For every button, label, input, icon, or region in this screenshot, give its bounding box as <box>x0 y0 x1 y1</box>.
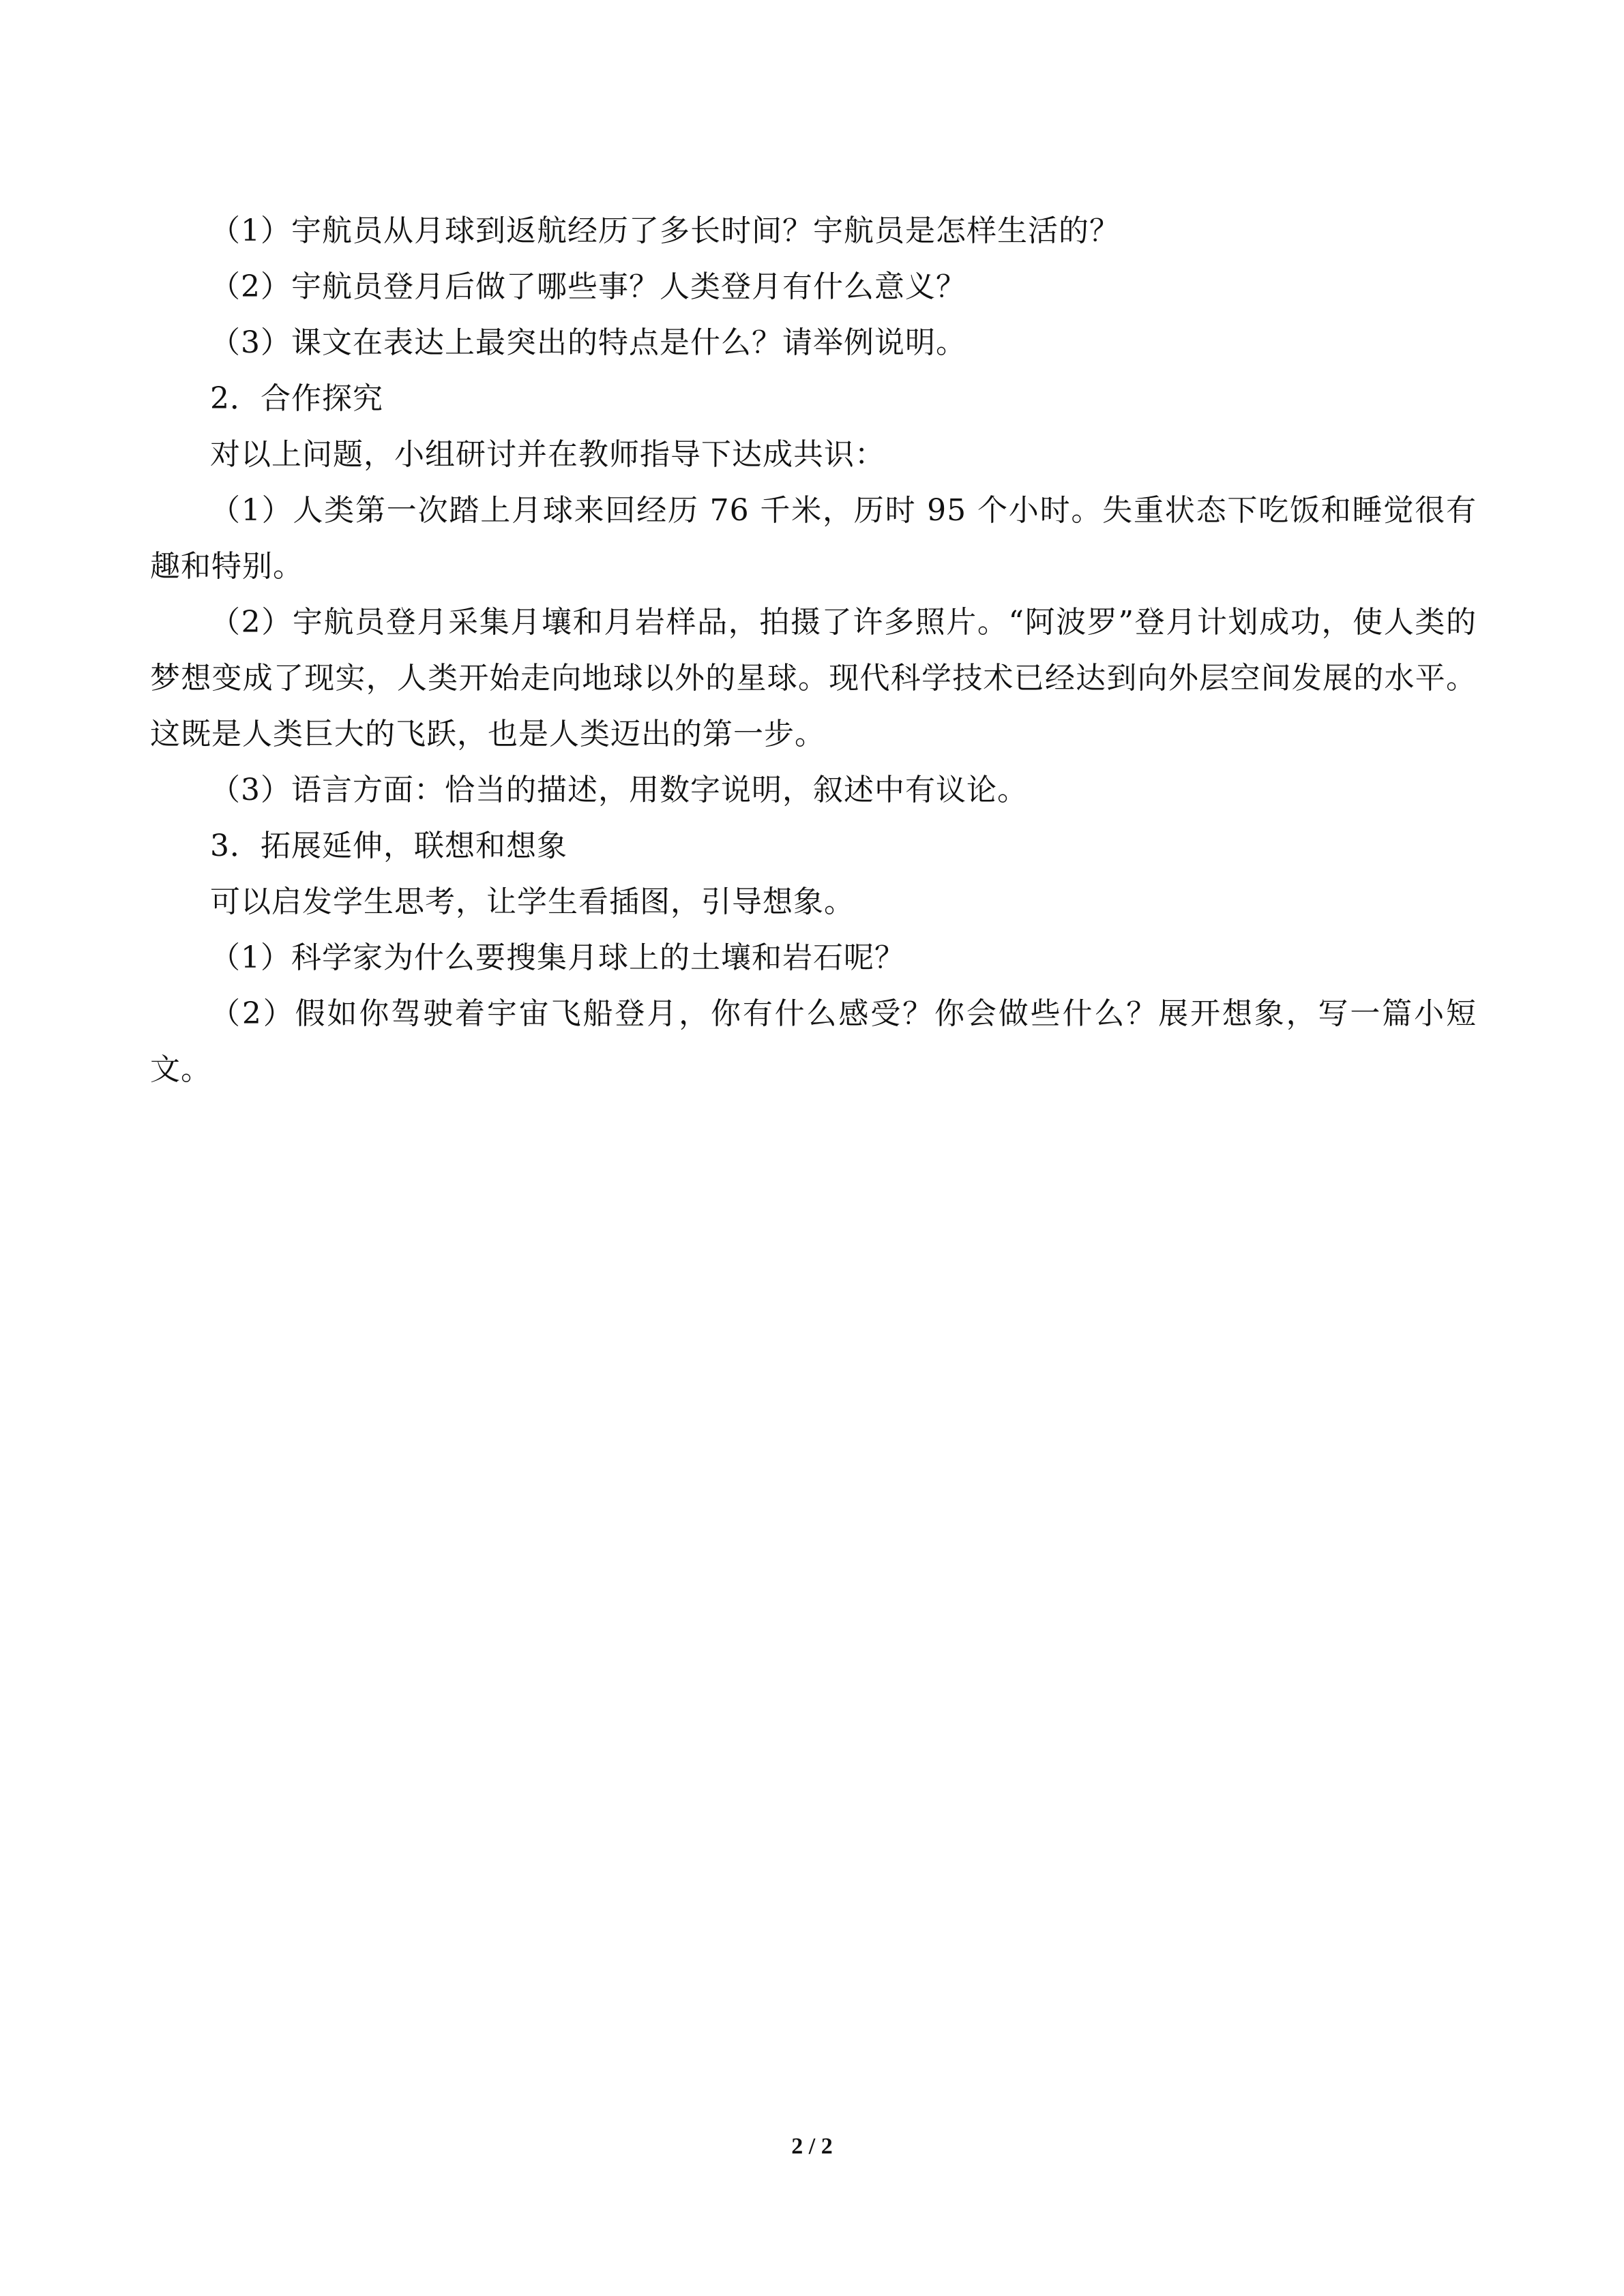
extension-question-2: （2）假如你驾驶着宇宙飞船登月，你有什么感受？你会做些什么？展开想象，写一篇小短文。 <box>150 996 1477 1087</box>
question-3-expression-features: （3）课文在表达上最突出的特点是什么？请举例说明。 <box>210 325 966 360</box>
answer-3: （3）语言方面：恰当的描述，用数字说明，叙述中有议论。 <box>210 773 1028 807</box>
section-heading-cooperative-inquiry: 2．合作探究 <box>210 381 383 416</box>
answer-1: （1）人类第一次踏上月球来回经历 76 千米，历时 95 个小时。失重状态下吃饭和睡觉很有趣和特别。 <box>150 493 1477 584</box>
page-number: 2 / 2 <box>791 2134 833 2159</box>
document-body <box>150 203 1477 1098</box>
extension-question-1: （1）科学家为什么要搜集月球上的土壤和岩石呢？ <box>210 940 905 975</box>
extension-intro: 可以启发学生思考，让学生看插图，引导想象。 <box>210 884 855 919</box>
question-2-activities-and-meaning: （2）宇航员登月后做了哪些事？人类登月有什么意义？ <box>210 269 966 304</box>
section-heading-extension: 3．拓展延伸，联想和想象 <box>210 829 567 863</box>
question-1-time-and-life: （1）宇航员从月球到返航经历了多长时间？宇航员是怎样生活的？ <box>210 213 1120 248</box>
consensus-intro: 对以上问题，小组研讨并在教师指导下达成共识： <box>210 437 885 472</box>
answer-2: （2）宇航员登月采集月壤和月岩样品，拍摄了许多照片。“阿波罗”登月计划成功，使人类的梦想变成了现实，人类开始走向地球以外的星球。现代科学技术已经达到向外层空间发展的水平。这既是人类巨大的飞跃，也是人类迈出的第一步。 <box>150 605 1477 751</box>
